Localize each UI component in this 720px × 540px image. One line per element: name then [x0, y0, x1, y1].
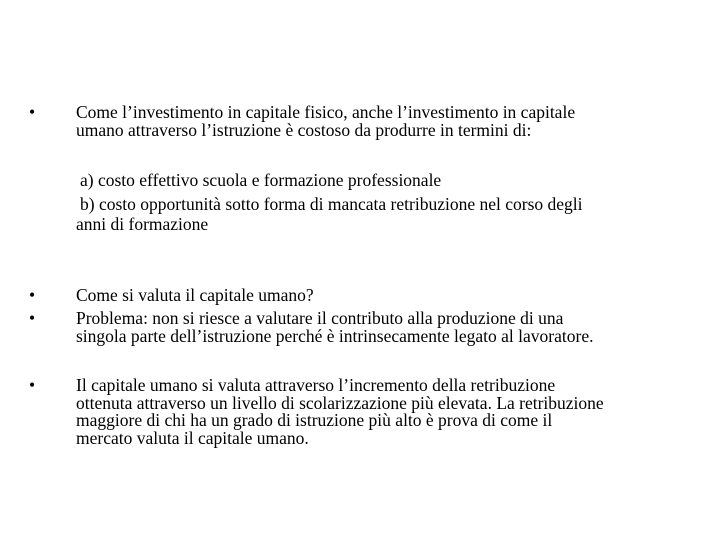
bullet-marker: •	[29, 375, 36, 395]
sublist-item-b: b) costo opportunità sotto forma di mancata retribuzione nel corso degli	[80, 194, 583, 214]
bullet-text-line: Il capitale umano si valuta attraverso l’incremento della retribuzione	[76, 375, 556, 395]
bullet-text-line: maggiore di chi ha un grado di istruzione più alto è prova di come il	[76, 410, 553, 430]
bullet-text-line: mercato valuta il capitale umano.	[76, 427, 309, 448]
bullet-text-line: ottenuta attraverso un livello di scolarizzazione più elevata. La retribuzione	[76, 392, 604, 413]
bullet-text-line: umano attraverso l’istruzione è costoso da produrre in termini di:	[76, 119, 532, 140]
bullet-text-line: Come si valuta il capitale umano?	[76, 285, 314, 305]
bullet-text-line: Come l’investimento in capitale fisico, anche l’investimento in capitale	[76, 102, 576, 122]
sublist-item-a: a) costo effettivo scuola e formazione professionale	[80, 170, 442, 190]
bullet-text	[76, 377, 604, 447]
bullet-marker: •	[29, 285, 36, 305]
bullet-text	[76, 287, 314, 305]
bullet-marker: •	[29, 102, 36, 122]
bullet-text	[76, 310, 593, 345]
bullet-text	[76, 104, 575, 139]
sublist-item-b-continuation: anni di formazione	[76, 214, 209, 234]
bullet-text-line: singola parte dell’istruzione perché è intrinsecamente legato al lavoratore.	[76, 325, 594, 346]
bullet-text-line: Problema: non si riesce a valutare il contributo alla produzione di una	[76, 308, 564, 328]
bullet-marker: •	[29, 308, 36, 328]
